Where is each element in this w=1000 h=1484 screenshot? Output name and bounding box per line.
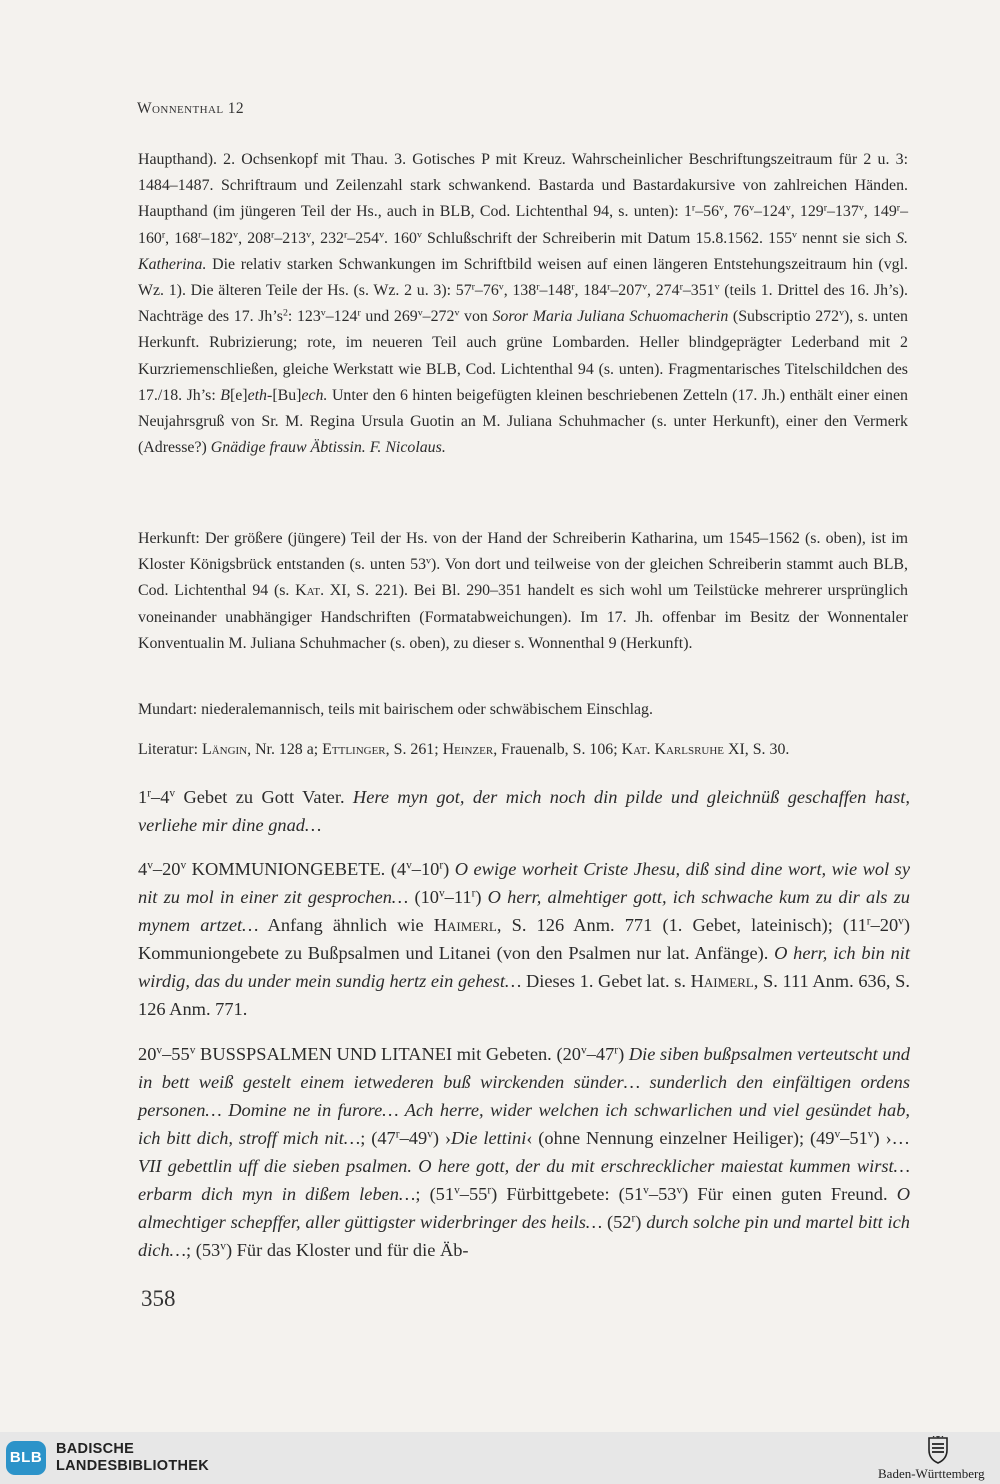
content-entry-3: 20$^v$–55$^v$ BUSSPSALMEN UND LITANEI mit Gebeten. (20$^v$–47$^r$) Die siben bußpsalmen verteutscht und in bett weiß gestelt einem ietwederen buß wirckenden sünder… sunderlich den einfältigen ordens personen… Domine ne in furore… Ach herre, wider welchen ich schwarlichen und viel gesündet hab, ich bitt dich, stroff mich nit…; (47$^r$–49$^v$) ›Die lettini‹ (ohne Nennung einzelner Heiliger); (49$^v$–51$^v$) ›… VII gebettlin uff die sieben psalmen. O here gott, der du mit erschrecklicher maiestat kummen wirst… erbarm dich myn in dißem leben…; (51$^v$–55$^r$) Fürbittgebete: (51$^v$–53$^v$) Für einen guten Freund. O almechtiger schepffer, aller güttigster widerbringer des heils… (52$^r$) durch solche pin und martel bitt ich dich…; (53$^v$) Für das Kloster und für die Äb- <box>138 1044 910 1260</box>
paragraph-mundart: Mundart: niederalemannisch, teils mit bairischem oder schwäbischem Einschlag. <box>138 701 653 718</box>
paragraph-herkunft: Herkunft: Der größere (jüngere) Teil der Hs. von der Hand der Schreiberin Katharina, um 1545–1562 (s. oben), ist im Kloster Königsbrück entstanden (s. unten 53$^v$). Von dort und teilweise von der gleichen Schreiberin stammt auch BLB, Cod. Lichtenthal 94 (s. Kat. XI, S. 221). Bei Bl. 290–351 handelt es sich wohl um Teilstücke mehrerer ursprünglich voneinander unabhängiger Handschriften (Formatabweichungen). Im 17. Jh. offenbar im Besitz der Wonnentaler Konventualin M. Juliana Schuhmacher (s. oben), zu dieser s. Wonnenthal 9 (Herkunft). <box>138 530 908 652</box>
blb-logo[interactable]: BLB <box>6 1441 46 1475</box>
state-label: Baden-Württemberg <box>878 1466 985 1481</box>
content-entry-1: 1$^r$–4$^v$ Gebet zu Gott Vater. Here myn got, der mich noch din pilde und gleichnüß geschaffen hast, verliehe mir dine gnad… <box>138 787 910 835</box>
paragraph-literatur: Literatur: Längin, Nr. 128 a; Ettlinger, S. 261; Heinzer, Frauenalb, S. 106; Kat. Karlsruhe XI, S. 30. <box>138 741 790 758</box>
coat-of-arms-icon <box>927 1436 949 1464</box>
literature-block <box>138 737 908 763</box>
content-entry-2: 4$^v$–20$^v$ KOMMUNIONGEBETE. (4$^v$–10$^r$) O ewige worheit Criste Jhesu, diß sind dine wort, wie wol sy nit zu mol in einer zit gesprochen… (10$^v$–11$^r$) O herr, almehtiger gott, ich schwache kum zu dir als zu mynem artzet… Anfang ähnlich wie Haimerl, S. 126 Anm. 771 (1. Gebet, lateinisch); (11$^r$–20$^v$) Kommuniongebete zu Bußpsalmen und Litanei (von den Psalmen nur lat. Anfänge). O herr, ich bin nit wirdig, das du under mein sundig hertz ein gehest… Dieses 1. Gebet lat. s. Haimerl, S. 111 Anm. 636, S. 126 Anm. 771. <box>138 859 910 1019</box>
footer-bar <box>0 1432 1000 1484</box>
running-title: Wonnenthal <box>137 100 224 117</box>
library-name[interactable]: BADISCHE LANDESBIBLIOTHEK <box>56 1441 210 1474</box>
running-header <box>137 100 244 118</box>
running-title-number: 12 <box>227 100 245 117</box>
provenance-block <box>138 526 908 657</box>
paragraph-codicology: Haupthand). 2. Ochsenkopf mit Thau. 3. Gotisches P mit Kreuz. Wahrscheinlicher Beschriftungszeitraum für 2 u. 3: 1484–1487. Schriftraum und Zeilenzahl stark schwankend. Bastarda und Bastardakursive von zahlreichen Händen. Haupthand (im jüngeren Teil der Hs., auch in BLB, Cod. Lichtenthal 94, s. unten): 1$^r$–56$^v$, 76$^v$–124$^v$, 129$^r$–137$^v$, 149$^r$–160$^r$, 168$^r$–182$^v$, 208$^r$–213$^v$, 232$^r$–254$^v$. 160$^v$ Schlußschrift der Schreiberin mit Datum 15.8.1562. 155$^v$ nennt sie sich S. Katherina. Die relativ starken Schwankungen im Schriftbild weisen auf einen längeren Entstehungszeitraum hin (vgl. Wz. 1). Die älteren Teile der Hs. (s. Wz. 2 u. 3): 57$^r$–76$^v$, 138$^r$–148$^r$, 184$^r$–207$^v$, 274$^r$–351$^v$ (teils 1. Drittel des 16. Jh’s). Nachträge des 17. $Jh’s^2$: 123$^v$–124$^r$ und 269$^v$–272$^v$ von Soror Maria Juliana Schuomacherin (Subscriptio 272$^v$), s. unten Herkunft. Rubrizierung; rote, im neueren Teil auch grüne Lombarden. Heller blindgeprägter Lederband mit 2 Kurzriemenschließen, gleiche Werkstatt wie BLB, Cod. Lichtenthal 94 (s. unten). Fragmentarisches Titelschildchen des 17./18. Jh’s: B[e]eth-[Bu]ech. Unter den 6 hinten beigefügten kleinen beschriebenen Zetteln (17. Jh.) enthält einer einen Neujahrsgruß von Sr. M. Regina Ursula Guotin an M. Juliana Schuhmacher (s. unter Herkunft), einer den Vermerk (Adresse?) Gnädige frauw Äbtissin. F. Nicolaus. <box>138 151 909 457</box>
description-block <box>138 147 908 461</box>
dialect-block <box>138 697 908 723</box>
page-number: 358 <box>141 1286 176 1311</box>
